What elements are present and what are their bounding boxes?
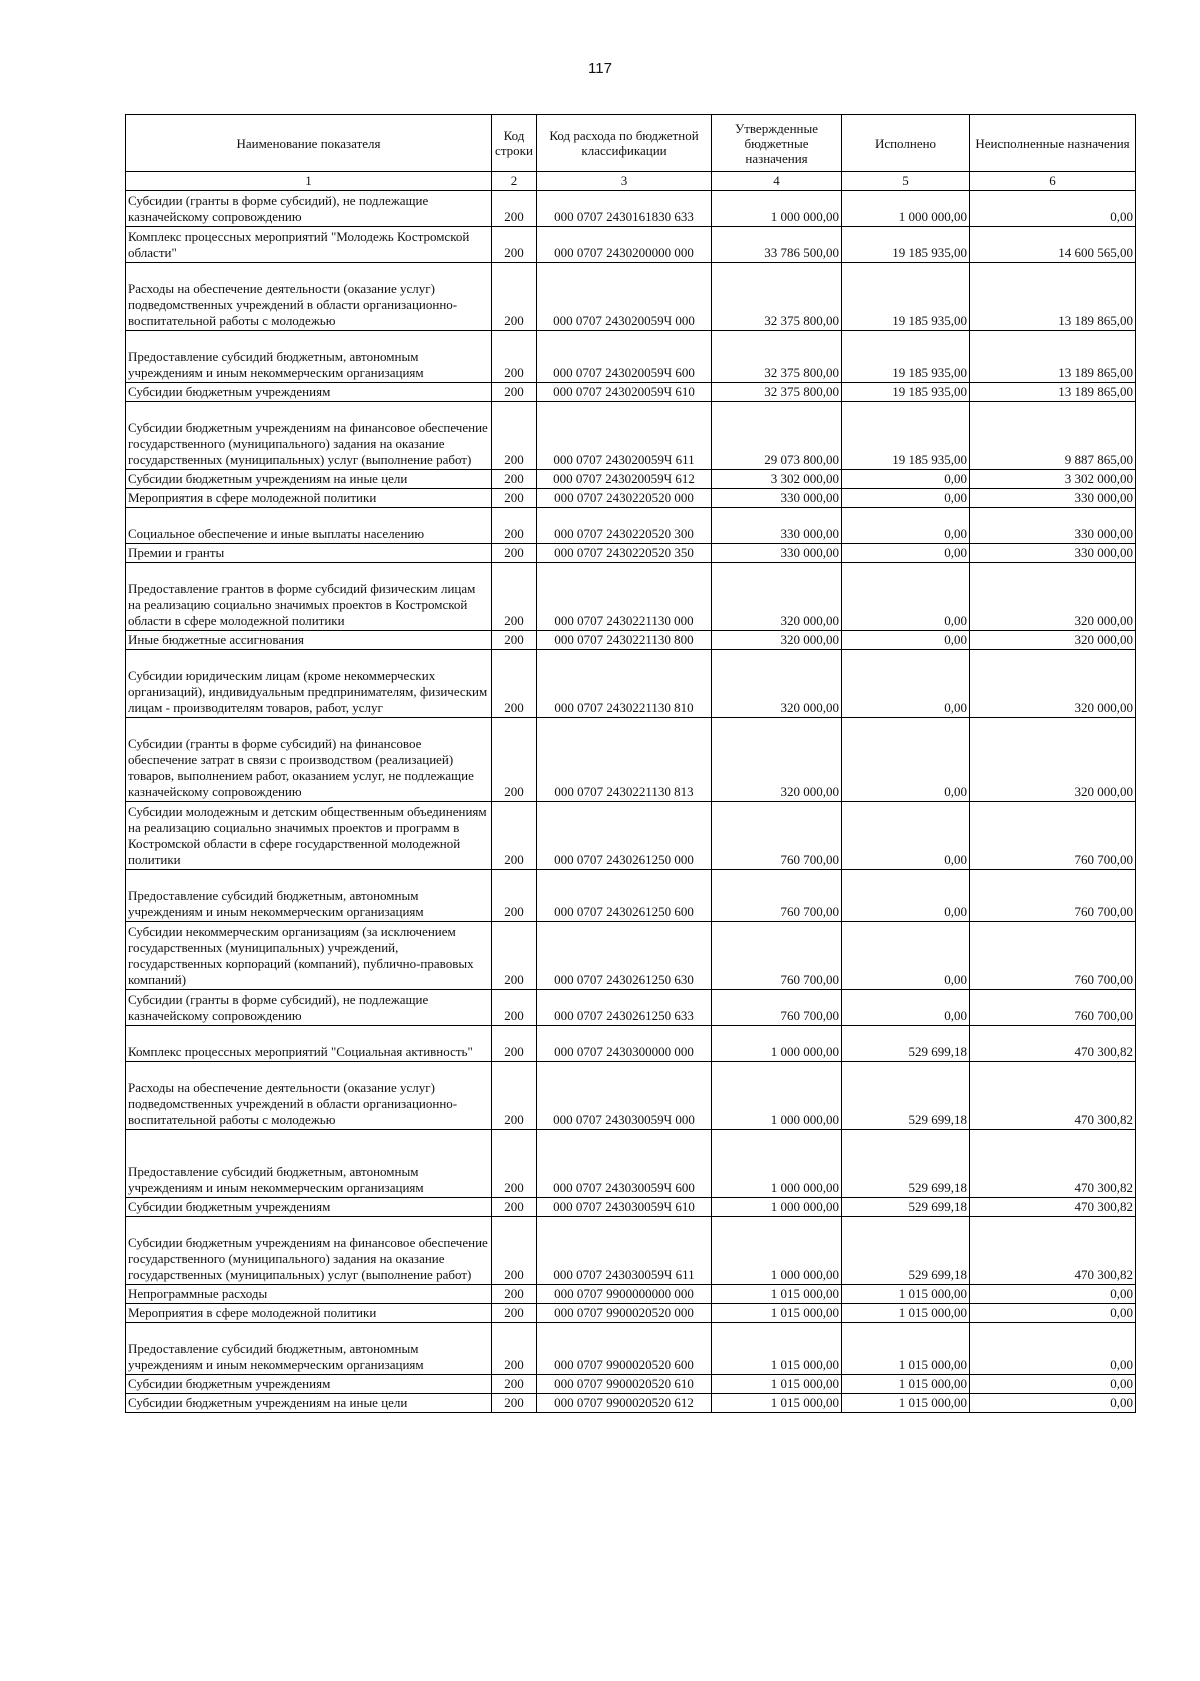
cell-executed: 529 699,18 bbox=[842, 1217, 970, 1285]
cell-approved: 32 375 800,00 bbox=[712, 331, 842, 383]
cell-budget-code: 000 0707 2430221130 813 bbox=[537, 718, 712, 802]
cell-budget-code: 000 0707 243030059Ч 600 bbox=[537, 1130, 712, 1198]
table-row bbox=[126, 489, 1136, 508]
table-row bbox=[126, 1304, 1136, 1323]
cell-row-code: 200 bbox=[492, 1304, 537, 1323]
cell-executed: 1 015 000,00 bbox=[842, 1285, 970, 1304]
cell-unexecuted: 13 189 865,00 bbox=[970, 331, 1136, 383]
cell-unexecuted: 0,00 bbox=[970, 1323, 1136, 1375]
cell-row-code: 200 bbox=[492, 1130, 537, 1198]
cell-budget-code: 000 0707 243030059Ч 610 bbox=[537, 1198, 712, 1217]
cell-budget-code: 000 0707 243020059Ч 600 bbox=[537, 331, 712, 383]
cell-approved: 1 015 000,00 bbox=[712, 1394, 842, 1413]
cell-unexecuted: 470 300,82 bbox=[970, 1130, 1136, 1198]
table-row bbox=[126, 1285, 1136, 1304]
cell-budget-code: 000 0707 2430261250 630 bbox=[537, 922, 712, 990]
table-row bbox=[126, 402, 1136, 470]
cell-executed: 529 699,18 bbox=[842, 1062, 970, 1130]
cell-row-code: 200 bbox=[492, 1375, 537, 1394]
cell-name: Непрограммные расходы bbox=[126, 1285, 492, 1304]
column-number: 3 bbox=[537, 172, 712, 191]
cell-row-code: 200 bbox=[492, 1026, 537, 1062]
column-number: 2 bbox=[492, 172, 537, 191]
cell-row-code: 200 bbox=[492, 1062, 537, 1130]
table-row bbox=[126, 1394, 1136, 1413]
cell-executed: 0,00 bbox=[842, 922, 970, 990]
cell-executed: 0,00 bbox=[842, 489, 970, 508]
cell-budget-code: 000 0707 2430200000 000 bbox=[537, 227, 712, 263]
table-row bbox=[126, 870, 1136, 922]
cell-unexecuted: 13 189 865,00 bbox=[970, 263, 1136, 331]
cell-unexecuted: 0,00 bbox=[970, 1285, 1136, 1304]
cell-row-code: 200 bbox=[492, 1217, 537, 1285]
table-row bbox=[126, 650, 1136, 718]
cell-name: Предоставление субсидий бюджетным, автономным учреждениям и иным некоммерческим организациям bbox=[126, 870, 492, 922]
table-row bbox=[126, 1198, 1136, 1217]
cell-unexecuted: 0,00 bbox=[970, 1394, 1136, 1413]
cell-approved: 760 700,00 bbox=[712, 870, 842, 922]
cell-row-code: 200 bbox=[492, 631, 537, 650]
cell-row-code: 200 bbox=[492, 1323, 537, 1375]
table-body bbox=[126, 191, 1136, 1413]
cell-name: Мероприятия в сфере молодежной политики bbox=[126, 489, 492, 508]
cell-row-code: 200 bbox=[492, 563, 537, 631]
cell-approved: 1 015 000,00 bbox=[712, 1323, 842, 1375]
cell-approved: 320 000,00 bbox=[712, 631, 842, 650]
cell-budget-code: 000 0707 2430221130 800 bbox=[537, 631, 712, 650]
cell-row-code: 200 bbox=[492, 263, 537, 331]
cell-approved: 320 000,00 bbox=[712, 650, 842, 718]
cell-executed: 0,00 bbox=[842, 870, 970, 922]
cell-name: Субсидии юридическим лицам (кроме некоммерческих организаций), индивидуальным предпринимателям, физическим лицам - производителям товаров, работ, услуг bbox=[126, 650, 492, 718]
cell-executed: 1 015 000,00 bbox=[842, 1375, 970, 1394]
table-row bbox=[126, 263, 1136, 331]
cell-executed: 1 015 000,00 bbox=[842, 1394, 970, 1413]
cell-unexecuted: 470 300,82 bbox=[970, 1217, 1136, 1285]
cell-row-code: 200 bbox=[492, 802, 537, 870]
cell-approved: 320 000,00 bbox=[712, 718, 842, 802]
cell-unexecuted: 320 000,00 bbox=[970, 718, 1136, 802]
cell-row-code: 200 bbox=[492, 191, 537, 227]
cell-name: Субсидии некоммерческим организациям (за исключением государственных (муниципальных) учреждений, государственных корпораций (компаний), публично-правовых компаний) bbox=[126, 922, 492, 990]
cell-unexecuted: 13 189 865,00 bbox=[970, 383, 1136, 402]
cell-row-code: 200 bbox=[492, 470, 537, 489]
cell-budget-code: 000 0707 2430261250 633 bbox=[537, 990, 712, 1026]
cell-unexecuted: 0,00 bbox=[970, 1304, 1136, 1323]
cell-approved: 760 700,00 bbox=[712, 802, 842, 870]
page-number: 117 bbox=[588, 60, 612, 77]
cell-unexecuted: 760 700,00 bbox=[970, 870, 1136, 922]
cell-executed: 0,00 bbox=[842, 802, 970, 870]
table-row bbox=[126, 1130, 1136, 1198]
cell-executed: 1 015 000,00 bbox=[842, 1323, 970, 1375]
cell-name: Мероприятия в сфере молодежной политики bbox=[126, 1304, 492, 1323]
cell-budget-code: 000 0707 2430220520 000 bbox=[537, 489, 712, 508]
cell-unexecuted: 330 000,00 bbox=[970, 544, 1136, 563]
cell-name: Субсидии бюджетным учреждениям bbox=[126, 383, 492, 402]
cell-budget-code: 000 0707 9900000000 000 bbox=[537, 1285, 712, 1304]
cell-unexecuted: 470 300,82 bbox=[970, 1026, 1136, 1062]
cell-name: Субсидии (гранты в форме субсидий), не подлежащие казначейскому сопровождению bbox=[126, 191, 492, 227]
header-name: Наименование показателя bbox=[126, 115, 492, 172]
cell-budget-code: 000 0707 243020059Ч 610 bbox=[537, 383, 712, 402]
cell-name: Субсидии бюджетным учреждениям на иные цели bbox=[126, 1394, 492, 1413]
table-row bbox=[126, 802, 1136, 870]
cell-budget-code: 000 0707 2430261250 000 bbox=[537, 802, 712, 870]
cell-executed: 19 185 935,00 bbox=[842, 227, 970, 263]
table-row bbox=[126, 718, 1136, 802]
cell-name: Социальное обеспечение и иные выплаты населению bbox=[126, 508, 492, 544]
cell-approved: 760 700,00 bbox=[712, 922, 842, 990]
cell-executed: 0,00 bbox=[842, 563, 970, 631]
cell-budget-code: 000 0707 2430221130 000 bbox=[537, 563, 712, 631]
table-row bbox=[126, 1375, 1136, 1394]
cell-row-code: 200 bbox=[492, 990, 537, 1026]
cell-budget-code: 000 0707 2430220520 300 bbox=[537, 508, 712, 544]
cell-budget-code: 000 0707 243030059Ч 611 bbox=[537, 1217, 712, 1285]
cell-row-code: 200 bbox=[492, 718, 537, 802]
cell-unexecuted: 760 700,00 bbox=[970, 802, 1136, 870]
cell-executed: 0,00 bbox=[842, 470, 970, 489]
column-number: 5 bbox=[842, 172, 970, 191]
cell-approved: 320 000,00 bbox=[712, 563, 842, 631]
table-row bbox=[126, 1217, 1136, 1285]
header-unexecuted: Неисполненные назначения bbox=[970, 115, 1136, 172]
cell-name: Расходы на обеспечение деятельности (оказание услуг) подведомственных учреждений в области организационно-воспитательной работы с молодежью bbox=[126, 1062, 492, 1130]
table-row bbox=[126, 470, 1136, 489]
cell-unexecuted: 470 300,82 bbox=[970, 1062, 1136, 1130]
cell-name: Иные бюджетные ассигнования bbox=[126, 631, 492, 650]
cell-name: Премии и гранты bbox=[126, 544, 492, 563]
cell-budget-code: 000 0707 243020059Ч 000 bbox=[537, 263, 712, 331]
cell-budget-code: 000 0707 9900020520 610 bbox=[537, 1375, 712, 1394]
cell-row-code: 200 bbox=[492, 870, 537, 922]
cell-approved: 1 000 000,00 bbox=[712, 1198, 842, 1217]
table-row bbox=[126, 563, 1136, 631]
cell-row-code: 200 bbox=[492, 922, 537, 990]
cell-row-code: 200 bbox=[492, 331, 537, 383]
cell-row-code: 200 bbox=[492, 1394, 537, 1413]
cell-budget-code: 000 0707 243030059Ч 000 bbox=[537, 1062, 712, 1130]
cell-unexecuted: 320 000,00 bbox=[970, 563, 1136, 631]
cell-budget-code: 000 0707 2430220520 350 bbox=[537, 544, 712, 563]
cell-approved: 330 000,00 bbox=[712, 544, 842, 563]
cell-row-code: 200 bbox=[492, 489, 537, 508]
table-row bbox=[126, 1323, 1136, 1375]
column-number: 1 bbox=[126, 172, 492, 191]
cell-executed: 1 015 000,00 bbox=[842, 1304, 970, 1323]
cell-budget-code: 000 0707 9900020520 600 bbox=[537, 1323, 712, 1375]
cell-unexecuted: 0,00 bbox=[970, 1375, 1136, 1394]
cell-executed: 19 185 935,00 bbox=[842, 402, 970, 470]
table-row bbox=[126, 331, 1136, 383]
header-row-code: Код строки bbox=[492, 115, 537, 172]
cell-name: Предоставление субсидий бюджетным, автономным учреждениям и иным некоммерческим организациям bbox=[126, 1130, 492, 1198]
column-number-row bbox=[126, 172, 1136, 191]
column-number: 4 bbox=[712, 172, 842, 191]
cell-name: Комплекс процессных мероприятий "Социальная активность" bbox=[126, 1026, 492, 1062]
cell-approved: 32 375 800,00 bbox=[712, 263, 842, 331]
cell-approved: 1 015 000,00 bbox=[712, 1304, 842, 1323]
cell-approved: 32 375 800,00 bbox=[712, 383, 842, 402]
cell-row-code: 200 bbox=[492, 508, 537, 544]
table-row bbox=[126, 383, 1136, 402]
cell-approved: 1 000 000,00 bbox=[712, 1130, 842, 1198]
table-row bbox=[126, 227, 1136, 263]
table-row bbox=[126, 922, 1136, 990]
table-row bbox=[126, 544, 1136, 563]
cell-executed: 529 699,18 bbox=[842, 1130, 970, 1198]
cell-budget-code: 000 0707 2430161830 633 bbox=[537, 191, 712, 227]
cell-unexecuted: 330 000,00 bbox=[970, 489, 1136, 508]
cell-executed: 0,00 bbox=[842, 718, 970, 802]
cell-budget-code: 000 0707 243020059Ч 611 bbox=[537, 402, 712, 470]
cell-name: Субсидии (гранты в форме субсидий) на финансовое обеспечение затрат в связи с производством (реализацией) товаров, выполнением работ, оказанием услуг, не подлежащие казначейскому сопровождению bbox=[126, 718, 492, 802]
cell-approved: 1 015 000,00 bbox=[712, 1285, 842, 1304]
header-approved: Утвержденные бюджетные назначения bbox=[712, 115, 842, 172]
cell-budget-code: 000 0707 2430300000 000 bbox=[537, 1026, 712, 1062]
cell-approved: 33 786 500,00 bbox=[712, 227, 842, 263]
cell-budget-code: 000 0707 9900020520 612 bbox=[537, 1394, 712, 1413]
cell-executed: 1 000 000,00 bbox=[842, 191, 970, 227]
cell-approved: 1 015 000,00 bbox=[712, 1375, 842, 1394]
cell-row-code: 200 bbox=[492, 650, 537, 718]
cell-budget-code: 000 0707 243020059Ч 612 bbox=[537, 470, 712, 489]
cell-approved: 1 000 000,00 bbox=[712, 1026, 842, 1062]
table-row bbox=[126, 508, 1136, 544]
column-number: 6 bbox=[970, 172, 1136, 191]
cell-executed: 19 185 935,00 bbox=[842, 331, 970, 383]
cell-name: Субсидии бюджетным учреждениям на иные цели bbox=[126, 470, 492, 489]
cell-budget-code: 000 0707 2430261250 600 bbox=[537, 870, 712, 922]
cell-executed: 0,00 bbox=[842, 544, 970, 563]
cell-row-code: 200 bbox=[492, 227, 537, 263]
cell-name: Субсидии бюджетным учреждениям bbox=[126, 1198, 492, 1217]
header-executed: Исполнено bbox=[842, 115, 970, 172]
cell-name: Расходы на обеспечение деятельности (оказание услуг) подведомственных учреждений в области организационно-воспитательной работы с молодежью bbox=[126, 263, 492, 331]
cell-unexecuted: 14 600 565,00 bbox=[970, 227, 1136, 263]
cell-name: Предоставление субсидий бюджетным, автономным учреждениям и иным некоммерческим организациям bbox=[126, 1323, 492, 1375]
cell-approved: 1 000 000,00 bbox=[712, 1062, 842, 1130]
cell-budget-code: 000 0707 2430221130 810 bbox=[537, 650, 712, 718]
cell-approved: 29 073 800,00 bbox=[712, 402, 842, 470]
cell-name: Предоставление грантов в форме субсидий физическим лицам на реализацию социально значимых проектов в Костромской области в сфере молодежной политики bbox=[126, 563, 492, 631]
cell-name: Комплекс процессных мероприятий "Молодежь Костромской области" bbox=[126, 227, 492, 263]
cell-unexecuted: 760 700,00 bbox=[970, 990, 1136, 1026]
cell-unexecuted: 470 300,82 bbox=[970, 1198, 1136, 1217]
cell-approved: 1 000 000,00 bbox=[712, 191, 842, 227]
cell-name: Субсидии бюджетным учреждениям на финансовое обеспечение государственного (муниципального) задания на оказание государственных (муниципальных) услуг (выполнение работ) bbox=[126, 402, 492, 470]
table-row bbox=[126, 1062, 1136, 1130]
cell-approved: 330 000,00 bbox=[712, 508, 842, 544]
budget-report-table bbox=[125, 114, 1136, 1413]
cell-executed: 19 185 935,00 bbox=[842, 383, 970, 402]
cell-executed: 0,00 bbox=[842, 508, 970, 544]
cell-name: Предоставление субсидий бюджетным, автономным учреждениям и иным некоммерческим организациям bbox=[126, 331, 492, 383]
cell-unexecuted: 3 302 000,00 bbox=[970, 470, 1136, 489]
cell-executed: 0,00 bbox=[842, 990, 970, 1026]
table-row bbox=[126, 990, 1136, 1026]
cell-executed: 529 699,18 bbox=[842, 1198, 970, 1217]
table-row bbox=[126, 631, 1136, 650]
cell-unexecuted: 9 887 865,00 bbox=[970, 402, 1136, 470]
table-row bbox=[126, 191, 1136, 227]
cell-approved: 760 700,00 bbox=[712, 990, 842, 1026]
cell-row-code: 200 bbox=[492, 1285, 537, 1304]
header-row bbox=[126, 115, 1136, 172]
header-budget-code: Код расхода по бюджетной классификации bbox=[537, 115, 712, 172]
cell-unexecuted: 330 000,00 bbox=[970, 508, 1136, 544]
cell-row-code: 200 bbox=[492, 383, 537, 402]
cell-executed: 0,00 bbox=[842, 650, 970, 718]
cell-name: Субсидии бюджетным учреждениям на финансовое обеспечение государственного (муниципального) задания на оказание государственных (муниципальных) услуг (выполнение работ) bbox=[126, 1217, 492, 1285]
cell-unexecuted: 760 700,00 bbox=[970, 922, 1136, 990]
cell-budget-code: 000 0707 9900020520 000 bbox=[537, 1304, 712, 1323]
cell-executed: 19 185 935,00 bbox=[842, 263, 970, 331]
cell-name: Субсидии бюджетным учреждениям bbox=[126, 1375, 492, 1394]
cell-unexecuted: 320 000,00 bbox=[970, 650, 1136, 718]
cell-row-code: 200 bbox=[492, 544, 537, 563]
cell-unexecuted: 320 000,00 bbox=[970, 631, 1136, 650]
cell-unexecuted: 0,00 bbox=[970, 191, 1136, 227]
cell-name: Субсидии молодежным и детским общественным объединениям на реализацию социально значимых проектов и программ в Костромской области в сфере государственной молодежной политики bbox=[126, 802, 492, 870]
cell-executed: 0,00 bbox=[842, 631, 970, 650]
cell-name: Субсидии (гранты в форме субсидий), не подлежащие казначейскому сопровождению bbox=[126, 990, 492, 1026]
cell-approved: 3 302 000,00 bbox=[712, 470, 842, 489]
cell-row-code: 200 bbox=[492, 402, 537, 470]
cell-approved: 330 000,00 bbox=[712, 489, 842, 508]
table-row bbox=[126, 1026, 1136, 1062]
cell-approved: 1 000 000,00 bbox=[712, 1217, 842, 1285]
cell-row-code: 200 bbox=[492, 1198, 537, 1217]
cell-executed: 529 699,18 bbox=[842, 1026, 970, 1062]
